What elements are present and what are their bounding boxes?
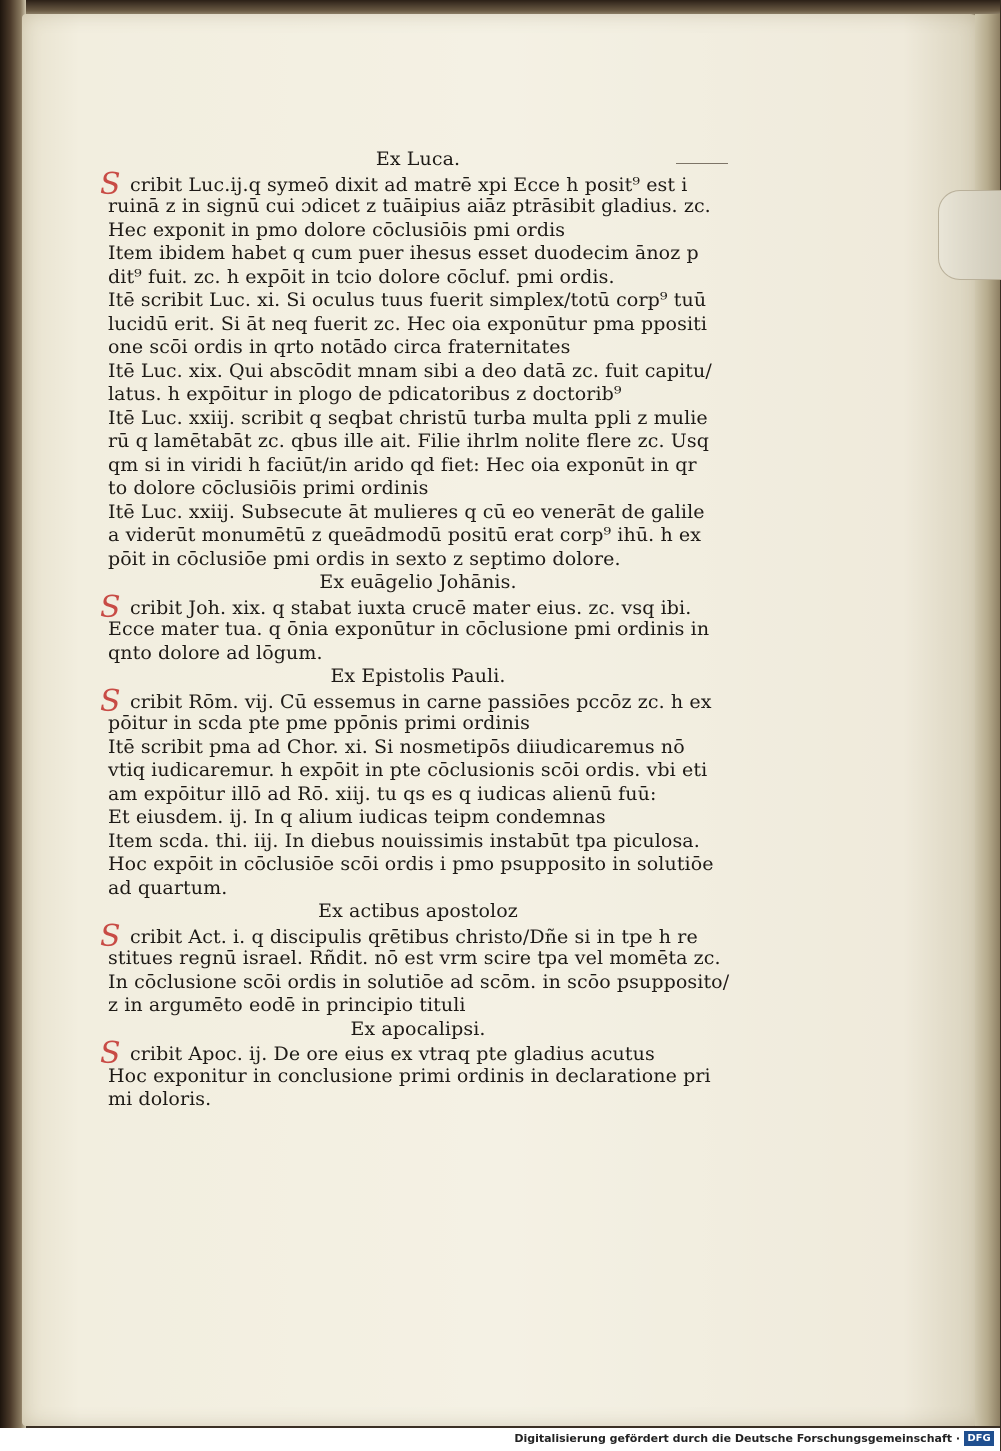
line-text: Itē scribit Luc. xi. Si oculus tuus fuerit simplex/totū corp⁹ tuū xyxy=(108,289,707,311)
line-text: cribit Act. i. q discipulis qrētibus christo/Dñe si in tpe h re xyxy=(130,925,698,948)
line-text: cribit Luc.ij.q symeō dixit ad matrē xpi Ecce h posit⁹ est i xyxy=(130,173,688,196)
line-text: Ex actibus apostoloz xyxy=(318,900,518,922)
line-text: Ex apocalipsi. xyxy=(350,1017,486,1040)
line-text: Itē Luc. xxiij. Subsecute āt mulieres q cū eo venerāt de galile xyxy=(108,500,705,523)
line-text: Ex Luca. xyxy=(375,148,461,170)
line-text: one scōi ordis in qrto notādo circa fraternitates xyxy=(108,336,571,358)
line-text: qnto dolore ad lōgum. xyxy=(108,641,323,664)
line-text: a viderūt monumētū z queādmodū positū erat corp⁹ ihū. h ex xyxy=(108,524,702,546)
text-line xyxy=(108,477,728,501)
line-text: mi doloris. xyxy=(108,1088,212,1110)
line-text: cribit Rōm. vij. Cū essemus in carne passiōes pccōz zc. h ex xyxy=(130,690,712,713)
line-text: Itē Luc. xxiij. scribit q seqbat christū turba multa ppli z mulie xyxy=(108,406,708,429)
text-line xyxy=(108,266,728,290)
line-text: dit⁹ fuit. zc. h expōit in tcio dolore cōcluf. pmi ordis. xyxy=(108,265,615,288)
rubricated-initial: S xyxy=(100,918,121,954)
line-text: vtiq iudicaremur. h expōit in pte cōclusionis scōi ordis. vbi eti xyxy=(108,759,708,781)
text-line xyxy=(108,806,728,830)
text-line xyxy=(108,407,728,431)
line-text: Hoc exponitur in conclusione primi ordinis in declaratione pri xyxy=(108,1064,711,1087)
text-line xyxy=(108,877,728,901)
line-text: pōitur in scda pte pme ppōnis primi ordinis xyxy=(108,712,530,734)
text-line xyxy=(108,994,728,1018)
text-line xyxy=(108,853,728,877)
line-text: cribit Joh. xix. q stabat iuxta crucē mater eius. zc. vsq ibi. xyxy=(130,596,692,619)
line-text: Item ibidem habet q cum puer ihesus esset duodecim ānoz p xyxy=(108,242,699,264)
line-text: Et eiusdem. ij. In q alium iudicas teipm condemnas xyxy=(108,806,606,828)
line-text: rū q lamētabāt zc. qbus ille ait. Filie ihrlm nolite flere zc. Usq xyxy=(108,430,710,452)
rubricated-initial: S xyxy=(100,589,121,625)
text-line xyxy=(108,642,728,666)
text-line xyxy=(108,712,728,736)
text-line xyxy=(100,589,728,625)
text-line xyxy=(108,618,728,642)
text-line xyxy=(108,947,728,971)
text-line xyxy=(108,360,728,384)
section-heading xyxy=(108,1018,728,1042)
line-text: to dolore cōclusiōis primi ordinis xyxy=(108,477,429,499)
rubricated-initial: S xyxy=(100,1036,121,1071)
text-line xyxy=(100,166,728,202)
line-text: am expōitur illō ad Rō. xiij. tu qs es q iudicas alienū fuū: xyxy=(108,782,657,805)
line-text: z in argumēto eodē in principio tituli xyxy=(108,994,466,1016)
line-text: Ex euāgelio Johānis. xyxy=(319,571,517,593)
section-heading xyxy=(108,148,728,172)
line-text: Hec exponit in pmo dolore cōclusiōis pmi ordis xyxy=(108,218,566,241)
text-line xyxy=(108,736,728,760)
text-line xyxy=(108,759,728,783)
text-line xyxy=(108,430,728,454)
line-text: pōit in cōclusiōe pmi ordis in sexto z septimo dolore. xyxy=(108,547,621,570)
line-text: Itē scribit pma ad Chor. xi. Si nosmetipōs diiudicaremus nō xyxy=(108,735,685,758)
text-line xyxy=(108,783,728,807)
line-text: ad quartum. xyxy=(108,876,228,899)
page-text-block xyxy=(100,148,730,1112)
line-text: Hoc expōit in cōclusiōe scōi ordis i pmo psupposito in solutiōe xyxy=(108,853,714,875)
line-text: Item scda. thi. iij. In diebus nouissimis instabūt tpa piculosa. xyxy=(108,829,700,852)
line-text: Ex Epistolis Pauli. xyxy=(330,665,506,687)
line-text: Itē Luc. xix. Qui abscōdit mnam sibi a deo datā zc. fuit capitu/ xyxy=(108,359,712,382)
text-line xyxy=(100,1036,728,1071)
line-text: latus. h expōitur in plogo de pdicatoribus z doctorib⁹ xyxy=(108,383,622,405)
section-heading xyxy=(108,900,728,924)
text-line xyxy=(108,454,728,478)
text-line xyxy=(108,313,728,337)
line-text: In cōclusione scōi ordis in solutiōe ad scōm. in scōo psupposito/ xyxy=(108,970,730,993)
text-line xyxy=(108,1065,728,1089)
text-line xyxy=(108,289,728,313)
line-text: qm si in viridi h faciūt/in arido qd fiet: Hec oia exponūt in qr xyxy=(108,453,697,476)
line-text: cribit Apoc. ij. De ore eius ex vtraq pte gladius acutus xyxy=(130,1043,655,1065)
line-text: Ecce mater tua. q ōnia exponūtur in cōclusione pmi ordinis in xyxy=(108,618,710,640)
text-line xyxy=(108,242,728,266)
text-line xyxy=(108,1088,728,1112)
page-tab-marker xyxy=(938,190,1001,280)
text-line xyxy=(108,548,728,572)
text-line xyxy=(108,501,728,525)
section-heading xyxy=(108,665,728,689)
section-heading xyxy=(108,571,728,595)
line-text: ruinā z in signū cui ɔdicet z tuāipius aiāz ptrāsibit gladius. zc. xyxy=(108,195,711,217)
text-line xyxy=(100,918,728,954)
text-line xyxy=(108,830,728,854)
text-line xyxy=(108,524,728,548)
line-text: stitues regnū israel. Rñdit. nō est vrm scire tpa vel momēta zc. xyxy=(108,947,721,969)
text-line xyxy=(108,195,728,219)
footer-credit: Digitalisierung gefördert durch die Deutsche Forschungsgemeinschaft · xyxy=(514,1432,960,1445)
dfg-logo: DFG xyxy=(964,1431,994,1446)
line-text: lucidū erit. Si āt neq fuerit zc. Hec oia exponūtur pma ppositi xyxy=(108,312,708,335)
text-line xyxy=(108,383,728,407)
text-line xyxy=(100,683,728,719)
text-line xyxy=(108,971,728,995)
rubricated-initial: S xyxy=(100,166,121,202)
rubricated-initial: S xyxy=(100,683,121,719)
text-line xyxy=(108,336,728,360)
text-line xyxy=(108,219,728,243)
